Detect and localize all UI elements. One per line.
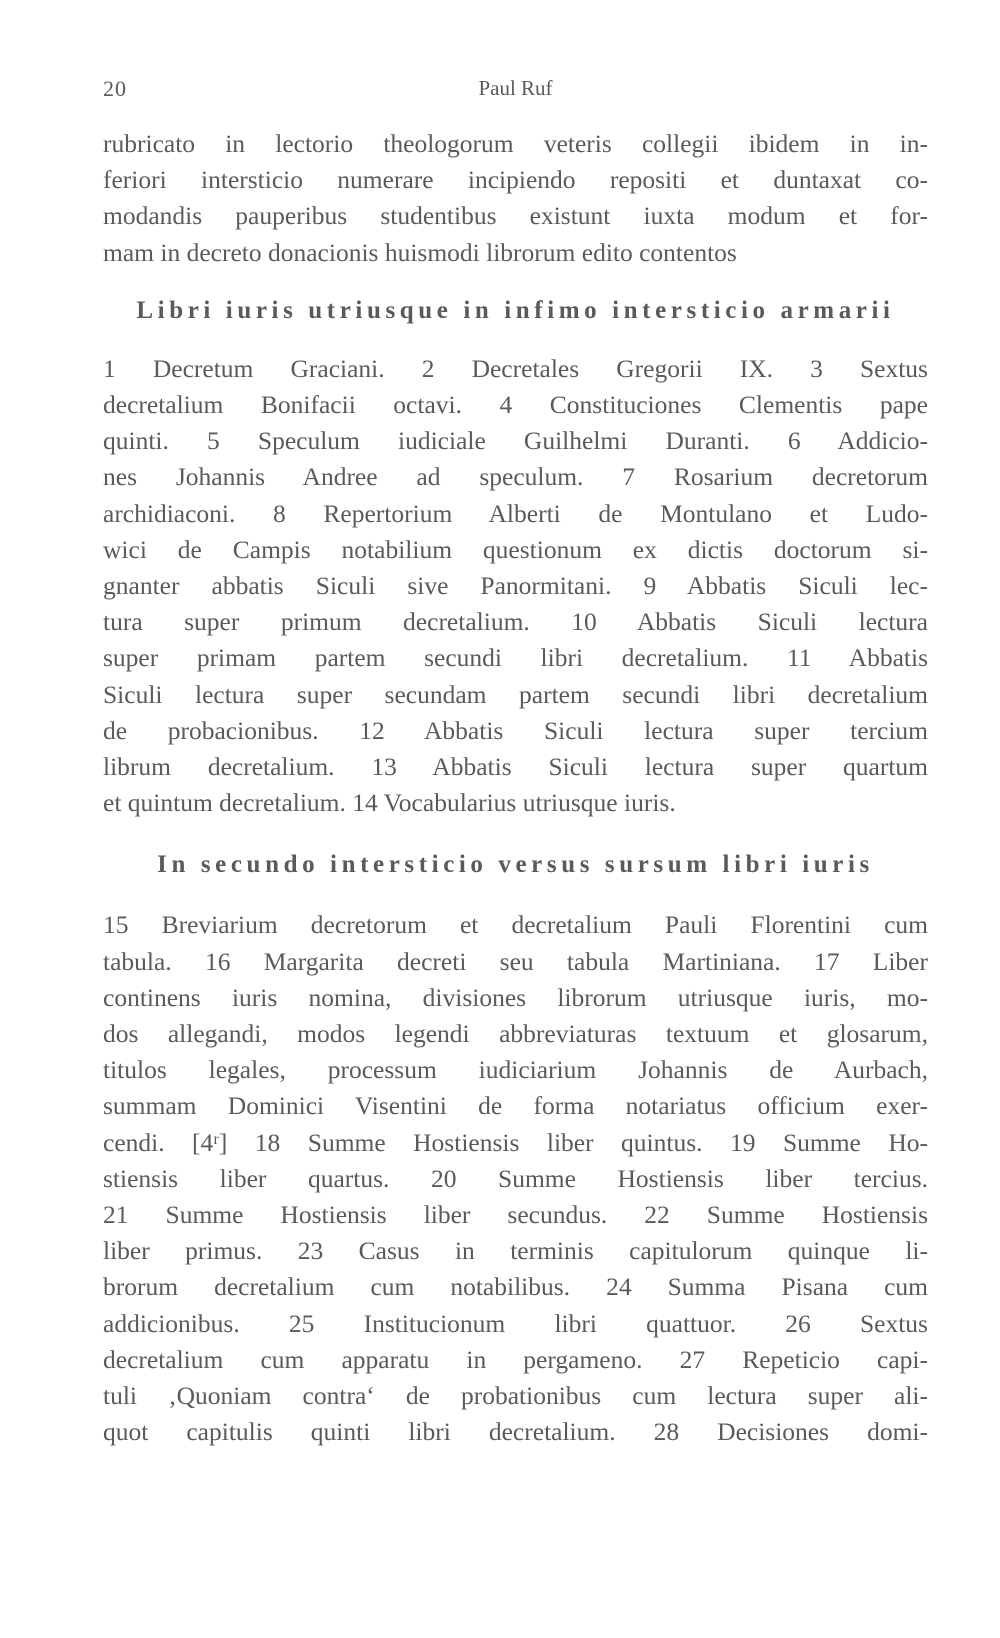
text-line: decretalium Bonifacii octavi. 4 Constituciones Clementis pape [103,390,928,420]
text-line: librum decretalium. 13 Abbatis Siculi lectura super quartum [103,752,928,782]
book-list-paragraph-1 [103,351,928,822]
text-line: brorum decretalium cum notabilibus. 24 Summa Pisana cum [103,1272,928,1302]
text-line: tura super primum decretalium. 10 Abbatis Siculi lectura [103,607,928,637]
text-line: modandis pauperibus studentibus existunt iuxta modum et for- [103,201,928,231]
page-number: 20 [103,76,127,101]
section-heading-infimo: Libri iuris utriusque in infimo intersticio armarii [136,296,895,324]
text-line: tabula. 16 Margarita decreti seu tabula Martiniana. 17 Liber [103,946,928,976]
text-line: super primam partem secundi libri decretalium. 11 Abbatis [103,643,928,673]
text-line: et quintum decretalium. 14 Vocabularius utriusque iuris. [103,788,676,818]
text-line: titulos legales, processum iudiciarium Johannis de Aurbach, [103,1055,928,1085]
text-line: gnanter abbatis Siculi sive Panormitani. 9 Abbatis Siculi lec- [103,571,928,601]
section-heading-secundo: In secundo intersticio versus sursum libri iuris [157,851,874,879]
text-line: addicionibus. 25 Institucionum libri quattuor. 26 Sextus [103,1308,928,1338]
text-line: dos allegandi, modos legendi abbreviaturas textuum et glosarum, [103,1019,928,1049]
text-line: archidiaconi. 8 Repertorium Alberti de Montulano et Ludo- [103,498,928,528]
text-line: Siculi lectura super secundam partem secundi libri decretalium [103,679,928,709]
text-line: quot capitulis quinti libri decretalium. 28 Decisiones domi- [103,1417,928,1447]
text-line: tuli ‚Quoniam contra‘ de probationibus cum lectura super ali- [103,1381,928,1411]
text-line: rubricato in lectorio theologorum veteris collegii ibidem in in- [103,129,928,158]
text-line: wici de Campis notabilium questionum ex dictis doctorum si- [103,534,928,564]
running-title: Paul Ruf [478,76,553,100]
text-line: feriori intersticio numerare incipiendo repositi et duntaxat co- [103,165,928,195]
text-line: nes Johannis Andree ad speculum. 7 Rosarium decretorum [103,462,928,492]
page-body [103,126,928,1451]
text-line: 1 Decretum Graciani. 2 Decretales Gregorii IX. 3 Sextus [103,353,928,383]
text-line: quinti. 5 Speculum iudiciale Guilhelmi Duranti. 6 Addicio- [103,426,928,456]
text-line: decretalium cum apparatu in pergameno. 27 Repeticio capi- [103,1344,928,1374]
text-line: cendi. [4ʳ] 18 Summe Hostiensis liber quintus. 19 Summe Ho- [103,1127,928,1157]
intro-paragraph [103,126,928,271]
text-line: 21 Summe Hostiensis liber secundus. 22 Summe Hostiensis [103,1200,928,1230]
text-line: de probacionibus. 12 Abbatis Siculi lectura super tercium [103,715,928,745]
book-list-paragraph-2 [103,907,928,1450]
text-line: mam in decreto donacionis huismodi librorum edito contentos [103,237,737,267]
text-line: stiensis liber quartus. 20 Summe Hostiensis liber tercius. [103,1163,928,1193]
text-line: 15 Breviarium decretorum et decretalium Pauli Florentini cum [103,910,928,940]
text-line: continens iuris nomina, divisiones librorum utriusque iuris, mo- [103,982,928,1012]
page-header [103,76,928,108]
text-line: liber primus. 23 Casus in terminis capitulorum quinque li- [103,1236,928,1266]
text-line: summam Dominici Visentini de forma notariatus officium exer- [103,1091,928,1121]
